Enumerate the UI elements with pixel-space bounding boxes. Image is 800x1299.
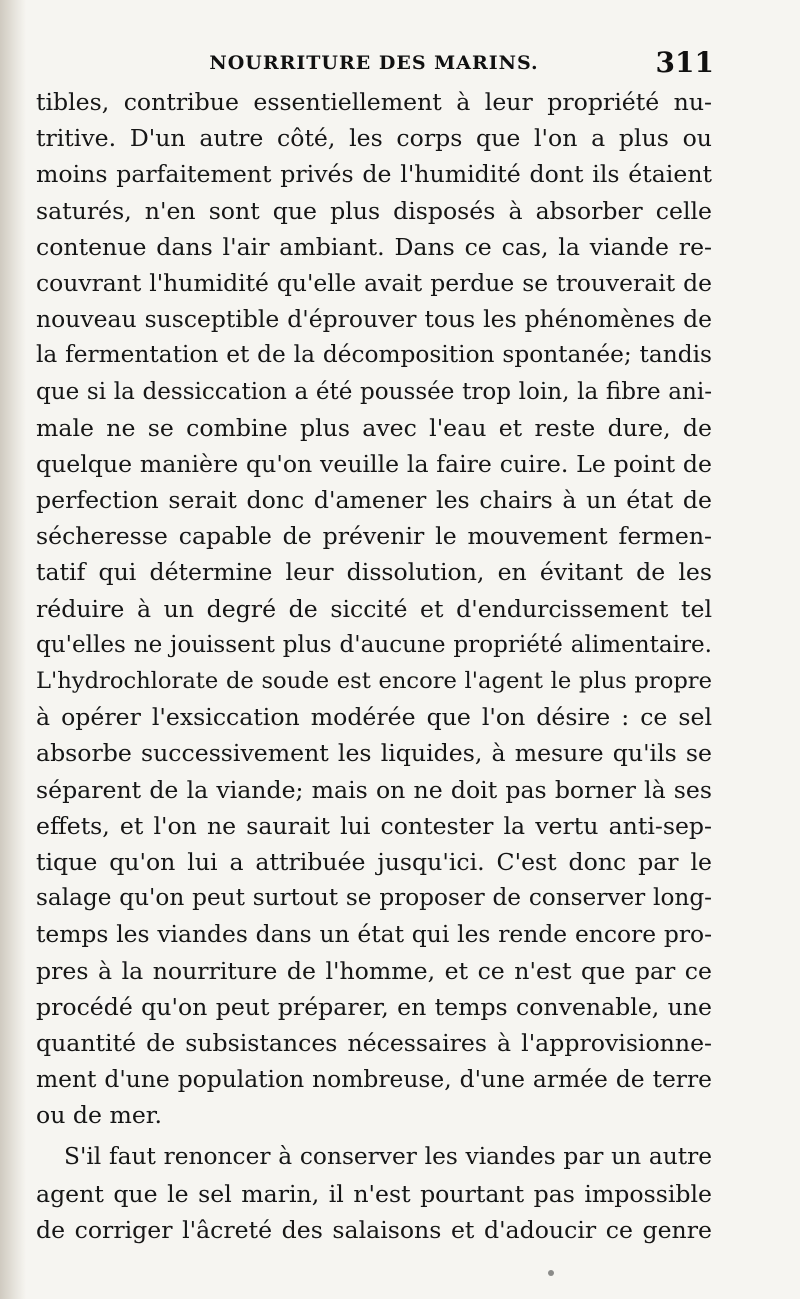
text-line: à opérer l'exsiccation modérée que l'on désire : ce sel (36, 703, 712, 732)
text-line: tique qu'on lui a attribuée jusqu'ici. C'est donc par le (36, 847, 712, 876)
text-line: tatif qui détermine leur dissolution, en évitant de les (36, 558, 712, 587)
text-line: procédé qu'on peut préparer, en temps convenable, une (36, 992, 712, 1021)
page-number: 311 (655, 46, 714, 79)
text-line: nouveau susceptible d'éprouver tous les phénomènes de (36, 305, 712, 334)
text-line: agent que le sel marin, il n'est pourtant pas impossible (36, 1179, 712, 1208)
body-text (36, 84, 712, 1248)
text-line: effets, et l'on ne saurait lui contester la vertu anti-sep- (36, 811, 712, 840)
page-gutter-shadow (0, 0, 26, 1299)
text-line: séparent de la viande; mais on ne doit pas borner là ses (36, 775, 712, 804)
text-line: quantité de subsistances nécessaires à l'approvisionne- (36, 1028, 712, 1057)
text-line: couvrant l'humidité qu'elle avait perdue se trouverait de (36, 268, 712, 297)
text-line: ment d'une population nombreuse, d'une armée de terre (36, 1065, 712, 1094)
text-line: de corriger l'âcreté des salaisons et d'adoucir ce genre (36, 1215, 712, 1244)
ink-speck (548, 1270, 554, 1276)
text-line: saturés, n'en sont que plus disposés à absorber celle (36, 196, 712, 225)
text-line: quelque manière qu'on veuille la faire cuire. Le point de (36, 449, 712, 478)
text-line: sécheresse capable de prévenir le mouvement fermen- (36, 522, 712, 551)
text-line: male ne se combine plus avec l'eau et reste dure, de (36, 413, 712, 442)
text-line: ou de mer. (36, 1101, 162, 1130)
text-line: que si la dessiccation a été poussée trop loin, la fibre ani- (36, 378, 712, 405)
text-line: réduire à un degré de siccité et d'endurcissement tel (36, 594, 712, 623)
text-line: qu'elles ne jouissent plus d'aucune propriété alimentaire. (36, 631, 712, 658)
text-line: L'hydrochlorate de soude est encore l'agent le plus propre (36, 668, 712, 694)
text-line: la fermentation et de la décomposition spontanée; tandis (36, 341, 712, 369)
text-line: perfection serait donc d'amener les chairs à un état de (36, 486, 712, 515)
page-header (36, 46, 712, 86)
paragraph-1 (36, 84, 712, 1133)
running-head: NOURRITURE DES MARINS. (209, 52, 539, 74)
text-line: tibles, contribue essentiellement à leur propriété nu- (36, 88, 712, 116)
text-line: salage qu'on peut surtout se proposer de conserver long- (36, 884, 712, 912)
paragraph-2 (36, 1139, 712, 1248)
text-line: tritive. D'un autre côté, les corps que l'on a plus ou (36, 124, 712, 153)
text-line: moins parfaitement privés de l'humidité dont ils étaient (36, 160, 712, 189)
text-line: temps les viandes dans un état qui les rende encore pro- (36, 920, 712, 949)
text-line: contenue dans l'air ambiant. Dans ce cas, la viande re- (36, 232, 712, 261)
text-line: absorbe successivement les liquides, à mesure qu'ils se (36, 739, 712, 768)
text-line: pres à la nourriture de l'homme, et ce n'est que par ce (36, 956, 712, 985)
text-line: S'il faut renoncer à conserver les viandes par un autre (64, 1143, 712, 1171)
